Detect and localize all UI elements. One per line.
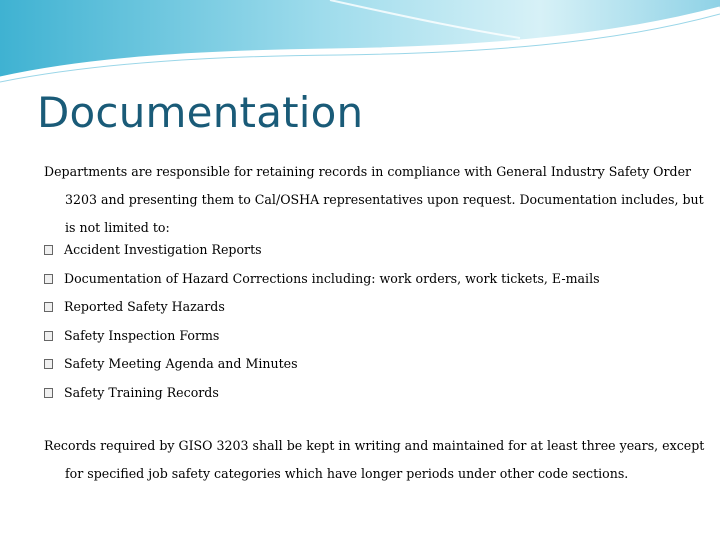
documentation-list (44, 236, 684, 407)
header-wave-decoration (0, 0, 720, 85)
list-item (44, 379, 684, 408)
intro-paragraph: Departments are responsible for retaining records in compliance with General Industry Safety Order 3203 and presenting them to Cal/OSHA representatives upon request. Documentation includes, but is not limited to: (44, 164, 704, 235)
checkbox-bullet-icon (44, 245, 53, 255)
list-item (44, 236, 684, 265)
checkbox-bullet-icon (44, 274, 53, 284)
list-item-text: Reported Safety Hazards (64, 299, 225, 314)
list-item (44, 322, 684, 351)
checkbox-bullet-icon (44, 359, 53, 369)
list-item (44, 265, 684, 294)
slide-title: Documentation (37, 88, 364, 137)
list-item-text: Accident Investigation Reports (64, 242, 262, 257)
list-item-text: Safety Meeting Agenda and Minutes (64, 356, 298, 371)
list-item-text: Safety Training Records (64, 384, 219, 400)
list-item (44, 293, 684, 322)
checkbox-bullet-icon (44, 302, 53, 312)
checkbox-bullet-icon (44, 388, 53, 398)
list-item-text: Safety Inspection Forms (64, 327, 220, 343)
list-item (44, 350, 684, 379)
checkbox-bullet-icon (44, 331, 53, 341)
outro-paragraph: Records required by GISO 3203 shall be kept in writing and maintained for at least three years, except for specified job safety categories which have longer periods under other code sections. (44, 438, 705, 481)
list-item-text: Documentation of Hazard Corrections including: work orders, work tickets, E-mails (64, 270, 600, 286)
